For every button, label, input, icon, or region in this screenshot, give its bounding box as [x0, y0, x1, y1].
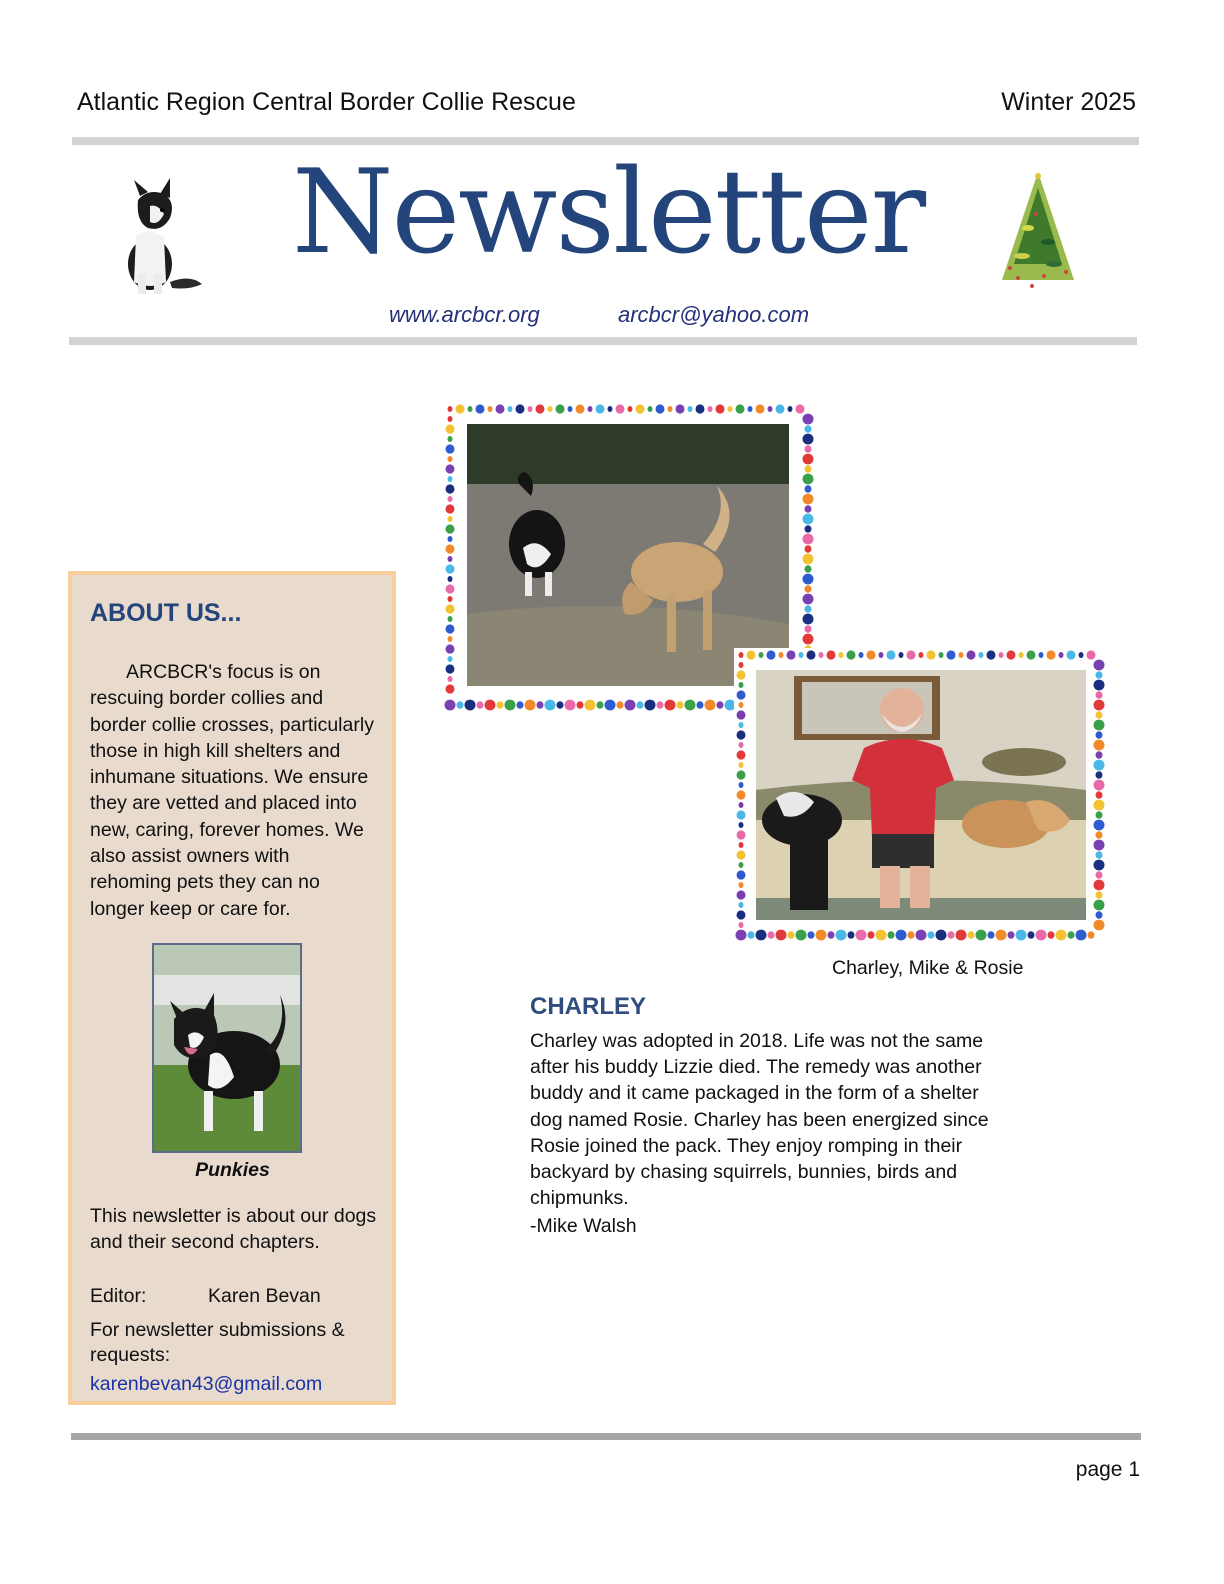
- confetti-dot: [1094, 900, 1105, 911]
- confetti-dot: [1047, 650, 1056, 659]
- confetti-dot: [1019, 652, 1024, 658]
- confetti-dot: [616, 404, 625, 413]
- confetti-dot: [657, 701, 664, 709]
- confetti-dot: [597, 701, 604, 709]
- confetti-dot: [805, 625, 812, 633]
- confetti-dot: [956, 930, 967, 941]
- confetti-dot: [737, 910, 746, 919]
- confetti-dot: [737, 890, 746, 899]
- confetti-dot: [645, 700, 656, 711]
- confetti-dot: [919, 652, 924, 658]
- story-heading: CHARLEY: [530, 993, 647, 1020]
- confetti-dot: [1096, 891, 1103, 899]
- confetti-dot: [1096, 771, 1103, 779]
- confetti-dot: [446, 644, 455, 653]
- confetti-dot: [927, 650, 936, 659]
- confetti-dot: [628, 406, 633, 412]
- confetti-dot: [636, 404, 645, 413]
- confetti-dot: [448, 436, 453, 442]
- confetti-dot: [1094, 700, 1105, 711]
- confetti-dot: [976, 930, 987, 941]
- confetti-dot: [803, 434, 814, 445]
- confetti-dot: [805, 565, 812, 573]
- confetti-dot: [805, 525, 812, 533]
- confetti-dot: [446, 464, 455, 473]
- editor-name: Karen Bevan: [208, 1285, 321, 1307]
- page-number: page 1: [1075, 1458, 1140, 1481]
- charley-mike-rosie-photo-frame: [734, 648, 1106, 942]
- confetti-dot: [448, 476, 453, 482]
- confetti-dot: [705, 700, 716, 711]
- organization-name: Atlantic Region Central Border Collie Rescue: [77, 88, 576, 116]
- confetti-dot: [1028, 931, 1035, 939]
- confetti-dot: [739, 902, 744, 908]
- confetti-dot: [803, 454, 814, 465]
- contact-email-link[interactable]: arcbcr@yahoo.com: [618, 302, 810, 327]
- confetti-dot: [896, 930, 907, 941]
- confetti-dot: [1094, 820, 1105, 831]
- confetti-dot: [1096, 711, 1103, 719]
- confetti-dot: [717, 701, 724, 709]
- confetti-dot: [759, 652, 764, 658]
- confetti-dot: [446, 444, 455, 453]
- confetti-dot: [1094, 920, 1105, 931]
- confetti-dot: [446, 544, 455, 553]
- confetti-dot: [605, 700, 616, 711]
- confetti-dot: [1027, 650, 1036, 659]
- confetti-dot: [476, 404, 485, 413]
- confetti-dot: [637, 701, 644, 709]
- confetti-dot: [788, 406, 793, 412]
- header-divider: [72, 137, 1139, 145]
- confetti-dot: [517, 701, 524, 709]
- confetti-dot: [779, 652, 784, 658]
- confetti-dot: [625, 700, 636, 711]
- story-signature: -Mike Walsh: [530, 1215, 637, 1237]
- confetti-dot: [736, 404, 745, 413]
- confetti-dot: [768, 931, 775, 939]
- confetti-dot: [768, 406, 773, 412]
- confetti-dot: [446, 584, 455, 593]
- confetti-dot: [608, 406, 613, 412]
- confetti-dot: [803, 514, 814, 525]
- confetti-dot: [836, 930, 847, 941]
- confetti-dot: [739, 662, 744, 668]
- confetti-dot: [803, 494, 814, 505]
- confetti-dot: [685, 700, 696, 711]
- confetti-dot: [908, 931, 915, 939]
- confetti-dot: [1096, 871, 1103, 879]
- confetti-dot: [979, 652, 984, 658]
- confetti-dot: [528, 406, 533, 412]
- confetti-dot: [805, 585, 812, 593]
- confetti-dot: [737, 830, 746, 839]
- confetti-dot: [448, 636, 453, 642]
- confetti-dot: [1094, 760, 1105, 771]
- confetti-dot: [739, 762, 744, 768]
- editor-email-link[interactable]: karenbevan43@gmail.com: [90, 1373, 323, 1395]
- confetti-dot: [805, 545, 812, 553]
- confetti-dot: [736, 930, 747, 941]
- confetti-dot: [739, 882, 744, 888]
- confetti-dot: [737, 870, 746, 879]
- confetti-dot: [446, 424, 455, 433]
- confetti-dot: [448, 556, 453, 562]
- confetti-dot: [739, 722, 744, 728]
- confetti-dot: [1079, 652, 1084, 658]
- confetti-dot: [1094, 780, 1105, 791]
- confetti-dot: [1088, 931, 1095, 939]
- confetti-dot: [737, 690, 746, 699]
- confetti-dot: [839, 652, 844, 658]
- confetti-dot: [568, 406, 573, 412]
- confetti-dot: [739, 822, 744, 828]
- confetti-dot: [536, 404, 545, 413]
- confetti-dot: [525, 700, 536, 711]
- confetti-dot: [1016, 930, 1027, 941]
- editor-label: Editor:: [90, 1285, 147, 1307]
- confetti-dot: [1056, 930, 1067, 941]
- confetti-dot: [1087, 650, 1096, 659]
- confetti-dot: [805, 445, 812, 453]
- confetti-dot: [737, 670, 746, 679]
- confetti-dot: [1094, 720, 1105, 731]
- confetti-dot: [739, 842, 744, 848]
- confetti-dot: [828, 931, 835, 939]
- confetti-dot: [548, 406, 553, 412]
- confetti-dot: [1096, 811, 1103, 819]
- confetti-dot: [799, 652, 804, 658]
- confetti-dot: [748, 931, 755, 939]
- confetti-dot: [767, 650, 776, 659]
- about-heading: ABOUT US...: [90, 599, 242, 627]
- confetti-dot: [1096, 851, 1103, 859]
- confetti-dot: [508, 406, 513, 412]
- confetti-dot: [947, 650, 956, 659]
- confetti-dot: [737, 810, 746, 819]
- confetti-dot: [756, 404, 765, 413]
- confetti-dot: [468, 406, 473, 412]
- confetti-dot: [827, 650, 836, 659]
- newsletter-title: Newsletter: [291, 145, 925, 280]
- photo-caption: Charley, Mike & Rosie: [832, 957, 1024, 979]
- christmas-tree-icon: [988, 168, 1088, 292]
- confetti-dot: [557, 701, 564, 709]
- confetti-dot: [856, 930, 867, 941]
- confetti-dot: [1094, 840, 1105, 851]
- issue-date: Winter 2025: [1001, 88, 1136, 116]
- confetti-dot: [739, 862, 744, 868]
- confetti-dot: [1096, 751, 1103, 759]
- confetti-dot: [899, 652, 904, 658]
- confetti-dot: [737, 790, 746, 799]
- confetti-dot: [739, 742, 744, 748]
- confetti-dot: [737, 710, 746, 719]
- confetti-dot: [737, 750, 746, 759]
- confetti-dot: [448, 676, 453, 682]
- confetti-dot: [448, 496, 453, 502]
- confetti-dot: [448, 416, 453, 422]
- confetti-dot: [805, 505, 812, 513]
- confetti-dot: [1096, 791, 1103, 799]
- charley-mike-rosie-photo: [756, 670, 1086, 920]
- confetti-dot: [576, 404, 585, 413]
- confetti-dot: [448, 656, 453, 662]
- confetti-dot: [446, 664, 455, 673]
- confetti-dot: [697, 701, 704, 709]
- confetti-dot: [465, 700, 476, 711]
- confetti-dot: [803, 474, 814, 485]
- confetti-dot: [1048, 931, 1055, 939]
- confetti-dot: [848, 931, 855, 939]
- confetti-dot: [819, 652, 824, 658]
- confetti-dot: [776, 404, 785, 413]
- confetti-dot: [648, 406, 653, 412]
- confetti-dot: [497, 701, 504, 709]
- confetti-dot: [457, 701, 464, 709]
- dogs-in-yard-photo: [467, 424, 789, 686]
- confetti-dot: [805, 425, 812, 433]
- confetti-dot: [868, 931, 875, 939]
- confetti-dot: [448, 456, 453, 462]
- confetti-dot: [1094, 740, 1105, 751]
- confetti-dot: [805, 605, 812, 613]
- confetti-dot: [1036, 930, 1047, 941]
- confetti-dot: [448, 576, 453, 582]
- confetti-dot: [448, 596, 453, 602]
- confetti-dot: [728, 406, 733, 412]
- confetti-dot: [867, 650, 876, 659]
- confetti-dot: [668, 406, 673, 412]
- confetti-dot: [505, 700, 516, 711]
- header-bottom-divider: [69, 337, 1137, 345]
- confetti-dot: [676, 404, 685, 413]
- confetti-dot: [617, 701, 624, 709]
- confetti-dot: [787, 650, 796, 659]
- confetti-dot: [448, 406, 453, 412]
- confetti-dot: [756, 930, 767, 941]
- website-link[interactable]: www.arcbcr.org: [389, 302, 540, 327]
- confetti-dot: [656, 404, 665, 413]
- confetti-dot: [796, 404, 805, 413]
- confetti-dot: [1096, 831, 1103, 839]
- confetti-dot: [1096, 731, 1103, 739]
- confetti-dot: [807, 650, 816, 659]
- confetti-dot: [1096, 691, 1103, 699]
- confetti-dot: [776, 930, 787, 941]
- confetti-dot: [1076, 930, 1087, 941]
- confetti-dot: [537, 701, 544, 709]
- border-collie-logo-icon: [104, 166, 208, 298]
- story-body: Charley was adopted in 2018. Life was not the same after his buddy Lizzie died. The remedy was another buddy and it came packaged in the form of a shelter dog named Rosie. Charley has been energized since Rosie joined the pack. They enjoy romping in their backyard by chasing squirrels, bunnies, birds and chipmunks.: [530, 1030, 989, 1210]
- confetti-dot: [803, 594, 814, 605]
- confetti-dot: [516, 404, 525, 413]
- confetti-dot: [677, 701, 684, 709]
- confetti-dot: [446, 564, 455, 573]
- confetti-dot: [588, 406, 593, 412]
- confetti-dot: [446, 604, 455, 613]
- confetti-dot: [987, 650, 996, 659]
- confetti-dot: [1094, 800, 1105, 811]
- confetti-dot: [737, 850, 746, 859]
- confetti-dot: [739, 802, 744, 808]
- confetti-dot: [739, 782, 744, 788]
- submissions-note: For newsletter submissions & requests:: [90, 1319, 345, 1366]
- confetti-dot: [446, 684, 455, 693]
- confetti-dot: [739, 702, 744, 708]
- confetti-dot: [939, 652, 944, 658]
- confetti-dot: [748, 406, 753, 412]
- confetti-dot: [805, 465, 812, 473]
- confetti-dot: [1039, 652, 1044, 658]
- confetti-dot: [808, 931, 815, 939]
- confetti-dot: [456, 404, 465, 413]
- confetti-dot: [959, 652, 964, 658]
- confetti-dot: [488, 406, 493, 412]
- confetti-dot: [739, 652, 744, 658]
- confetti-dot: [876, 930, 887, 941]
- confetti-dot: [859, 652, 864, 658]
- confetti-dot: [1059, 652, 1064, 658]
- footer-divider: [71, 1433, 1141, 1440]
- confetti-dot: [1007, 650, 1016, 659]
- confetti-dot: [907, 650, 916, 659]
- confetti-dot: [445, 700, 456, 711]
- about-us-box: [68, 571, 396, 1405]
- confetti-dot: [928, 931, 935, 939]
- confetti-dot: [803, 534, 814, 545]
- confetti-dot: [888, 931, 895, 939]
- confetti-dot: [739, 682, 744, 688]
- confetti-dot: [936, 930, 947, 941]
- confetti-dot: [816, 930, 827, 941]
- confetti-dot: [1096, 911, 1103, 919]
- newsletter-note: This newsletter is about our dogs and their second chapters.: [90, 1205, 377, 1253]
- confetti-dot: [805, 485, 812, 493]
- confetti-dot: [737, 730, 746, 739]
- confetti-dot: [737, 770, 746, 779]
- confetti-dot: [496, 404, 505, 413]
- confetti-dot: [948, 931, 955, 939]
- confetti-dot: [803, 614, 814, 625]
- confetti-dot: [448, 616, 453, 622]
- confetti-dot: [803, 634, 814, 645]
- confetti-dot: [803, 554, 814, 565]
- confetti-dot: [446, 484, 455, 493]
- confetti-dot: [847, 650, 856, 659]
- confetti-dot: [887, 650, 896, 659]
- confetti-dot: [477, 701, 484, 709]
- confetti-dot: [446, 624, 455, 633]
- confetti-dot: [1096, 671, 1103, 679]
- confetti-dot: [747, 650, 756, 659]
- confetti-dot: [716, 404, 725, 413]
- confetti-dot: [968, 931, 975, 939]
- confetti-dot: [739, 922, 744, 928]
- confetti-dot: [696, 404, 705, 413]
- confetti-dot: [556, 404, 565, 413]
- confetti-dot: [577, 701, 584, 709]
- punkies-caption: Punkies: [195, 1159, 270, 1181]
- confetti-dot: [996, 930, 1007, 941]
- confetti-dot: [988, 931, 995, 939]
- confetti-dot: [1068, 931, 1075, 939]
- confetti-dot: [446, 504, 455, 513]
- confetti-dot: [1094, 880, 1105, 891]
- confetti-dot: [565, 700, 576, 711]
- confetti-dot: [1094, 680, 1105, 691]
- confetti-dot: [545, 700, 556, 711]
- confetti-dot: [796, 930, 807, 941]
- confetti-dot: [916, 930, 927, 941]
- confetti-dot: [803, 414, 814, 425]
- confetti-dot: [788, 931, 795, 939]
- confetti-dot: [803, 574, 814, 585]
- confetti-dot: [1008, 931, 1015, 939]
- confetti-dot: [448, 516, 453, 522]
- confetti-dot: [448, 536, 453, 542]
- confetti-dot: [1094, 660, 1105, 671]
- about-body: ARCBCR's focus is on rescuing border collies and border collie crosses, particularly those in high kill shelters and inhumane situations. We ensure they are vetted and placed into new, caring, forever homes. We also assist owners with rehoming pets they can no longer keep or care for.: [90, 661, 374, 920]
- confetti-dot: [688, 406, 693, 412]
- confetti-dot: [999, 652, 1004, 658]
- confetti-dot: [446, 524, 455, 533]
- confetti-dot: [967, 650, 976, 659]
- confetti-dot: [485, 700, 496, 711]
- confetti-dot: [585, 700, 596, 711]
- confetti-dot: [665, 700, 676, 711]
- confetti-dot: [1094, 860, 1105, 871]
- punkies-photo: [152, 943, 302, 1153]
- confetti-dot: [1067, 650, 1076, 659]
- confetti-dot: [879, 652, 884, 658]
- confetti-dot: [596, 404, 605, 413]
- confetti-dot: [708, 406, 713, 412]
